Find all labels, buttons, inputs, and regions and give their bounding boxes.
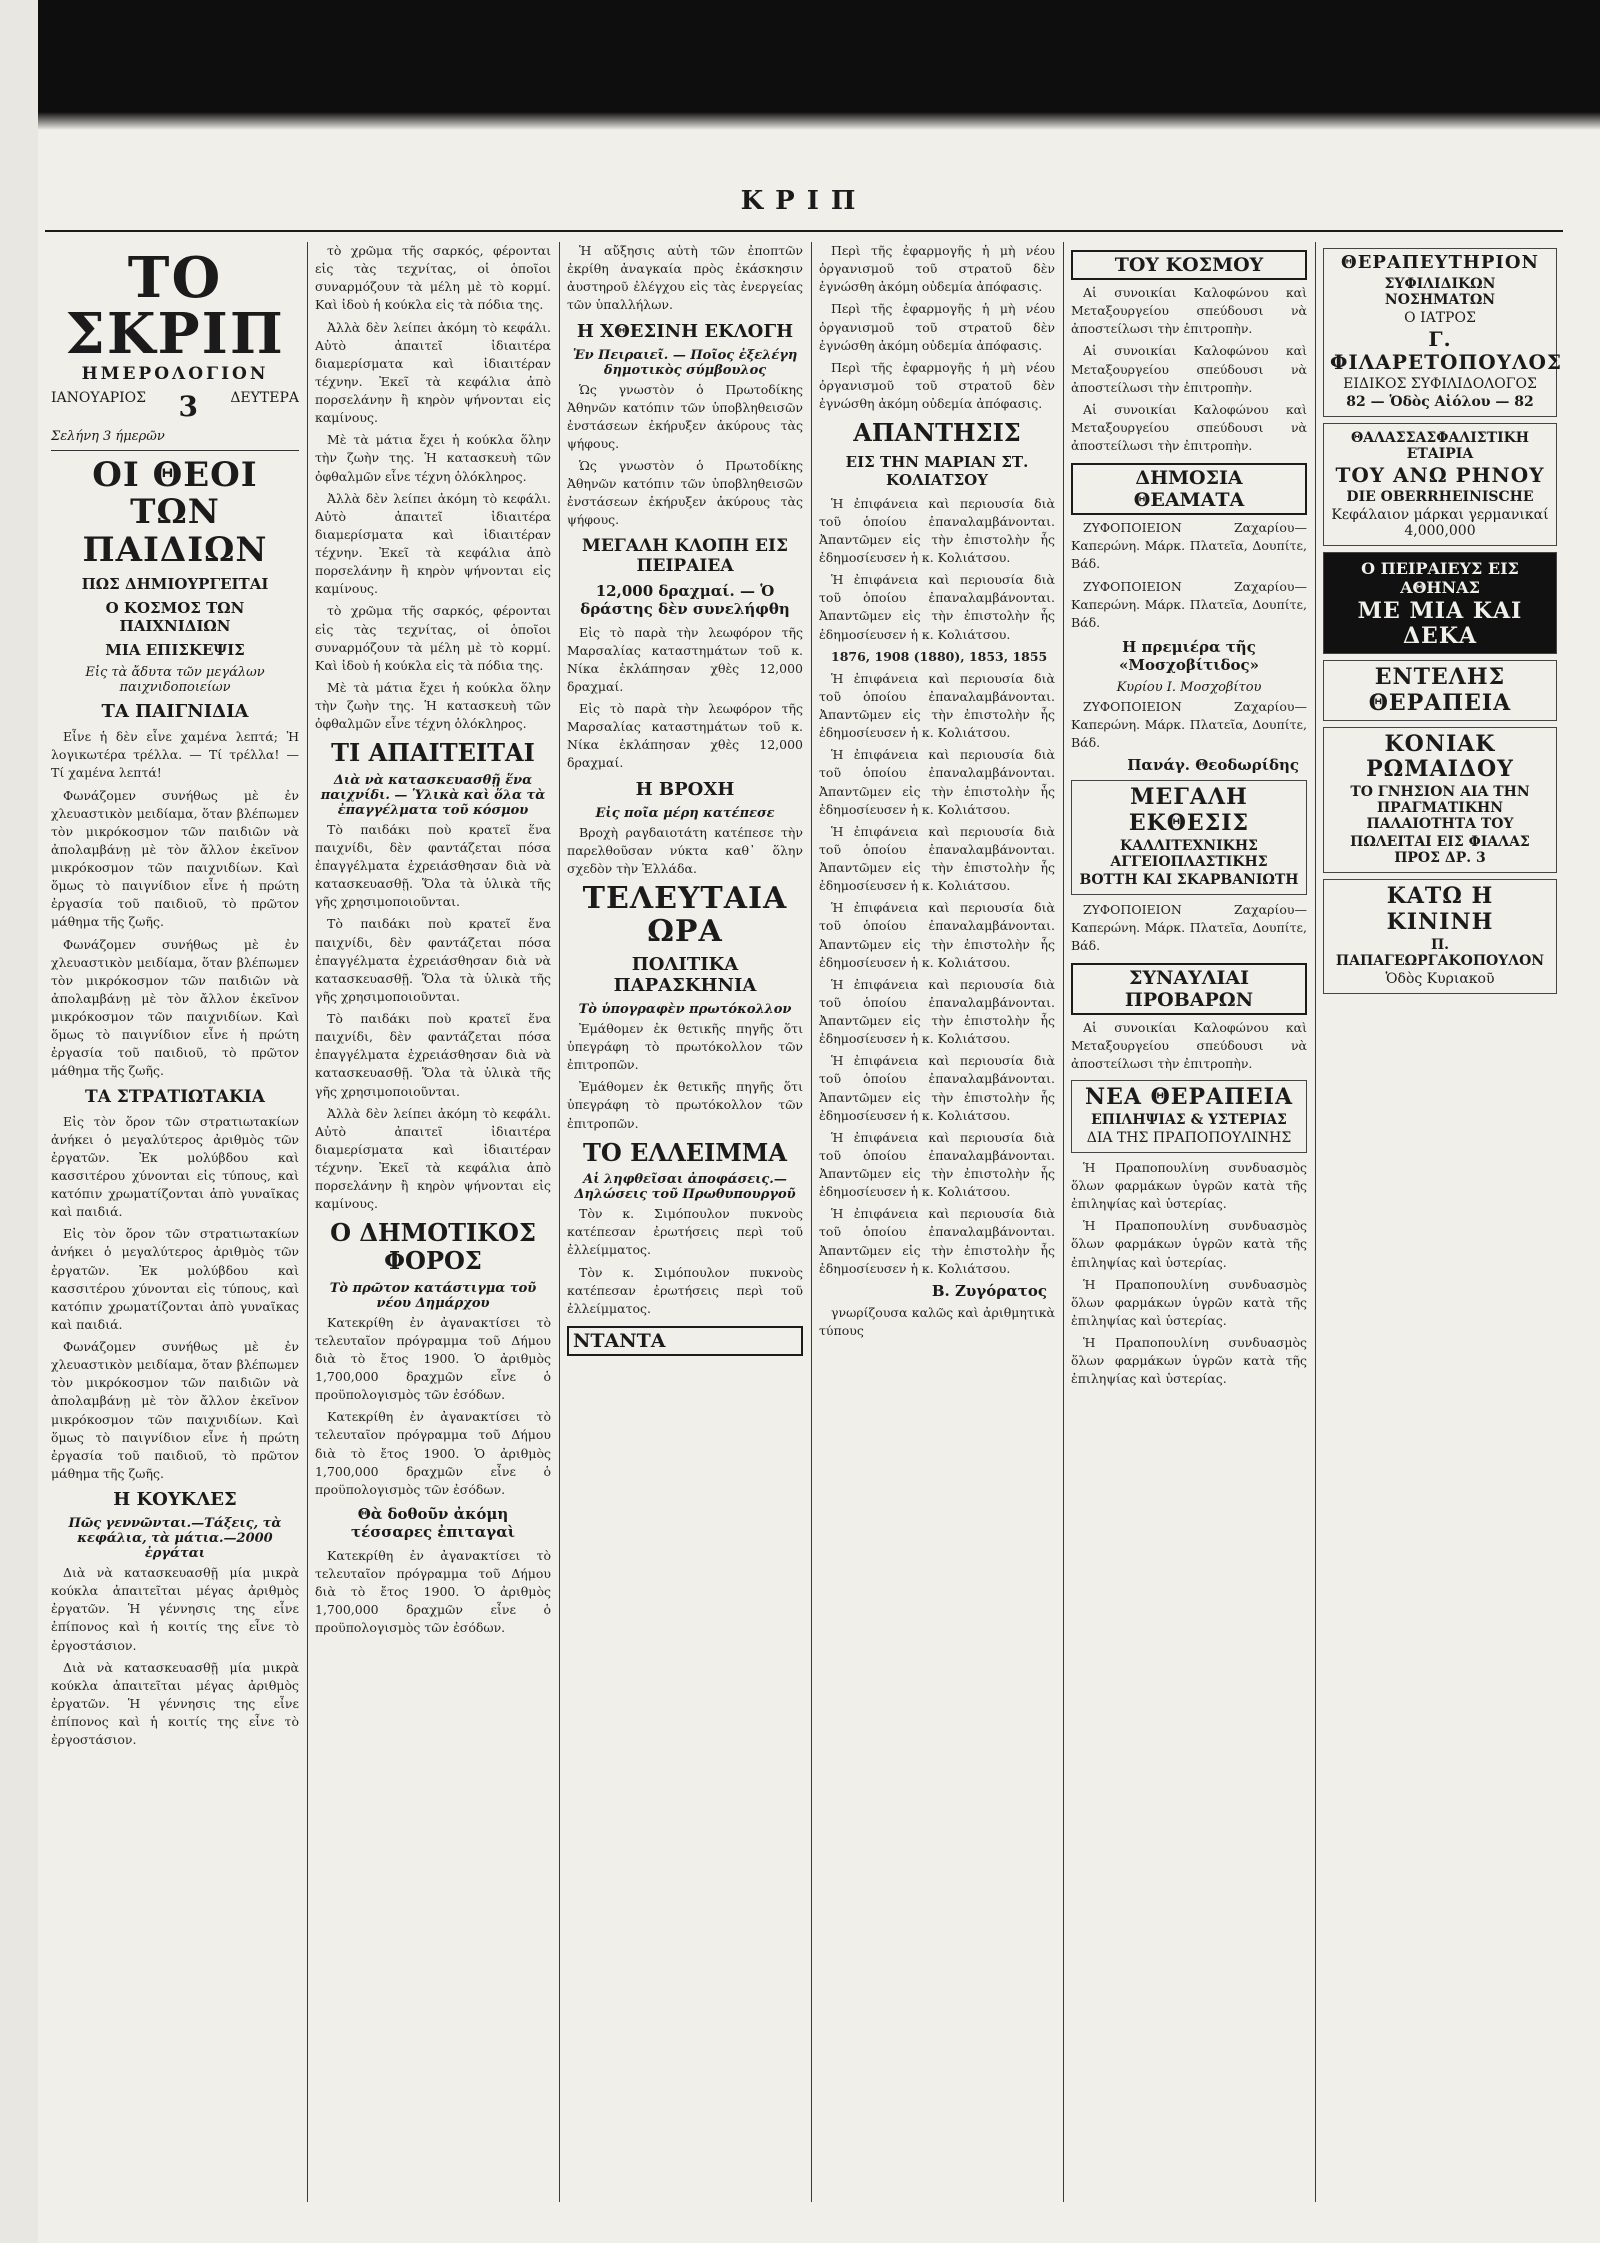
section-deficit: ΤΟ ΕΛΛΕΙΜΜΑ [583,1137,787,1167]
article-paragraph: Φωνάζομεν συνήθως μὲ ἐν χλευαστικὸν μειδίαμα, ὅταν βλέπωμεν τὸν μικρόκοσμον τῶν παιδιῶν νὰ ἀπολαμβάνῃ μὲ τὸν ἄλλον ἐκεῖνον μικρόκοσμον τῶν παιχνιδίων. Καὶ ὅμως τὸ παιγνίδιον εἶνε ἡ πρώτη ἐργασία τοῦ παιδιοῦ, τὸ πρῶτον μάθημα τῆς ζωῆς. [51,787,299,930]
article-paragraph: ΖΥΦΟΠΟΙΕΙΟΝ Ζαχαρίου—Καπερώνη. Μάρκ. Πλατεῖα, Δουπίτε, Βάδ. [1071,698,1307,751]
premiere-title: Η πρεμιέρα τῆς «Μοσχοβίτιδος» [1118,637,1259,674]
ad-insurance [1323,423,1557,546]
subhead-visit: ΜΙΑ ΕΠΙΣΚΕΨΙΣ [105,641,245,660]
article-paragraph: ΖΥΦΟΠΟΙΕΙΟΝ Ζαχαρίου—Καπερώνη. Μάρκ. Πλατεῖα, Δουπίτε, Βάδ. [1071,901,1307,954]
article-paragraph: ΖΥΦΟΠΟΙΕΙΟΝ Ζαχαρίου—Καπερώνη. Μάρκ. Πλατεῖα, Δουπίτε, Βάδ. [1071,520,1307,572]
ad-clinic-doctor-label: Ο ΙΑΤΡΟΣ [1404,309,1476,326]
article-paragraph: Ἡ ἐπιφάνεια καὶ περιουσία διὰ τοῦ ὁποίου ἐπαναλαμβάνονται. Ἀπαντῶμεν εἰς τὴν ἐπιστολὴν ἧς ἐδημοσίευσεν ἡ κ. Κολιάτσου. [819,1129,1055,1200]
article-paragraph: Ἡ Πραποπουλίνη συνδυασμὸς ὅλων φαρμάκων ὑγρῶν κατὰ τῆς ἐπιληψίας καὶ ὑστερίας. [1071,1218,1307,1270]
column-2 [309,242,557,2217]
article-paragraph: Εἰς τὸν ὅρον τῶν στρατιωτακίων ἀνήκει ὁ μεγαλύτερος ἀριθμὸς τῶν ἐργατῶν. Ἐκ μολύβδου καὶ κασσιτέρου χύνονται εἰς τύπους, καὶ κατόπιν χρωματίζονται ἀπὸ γυναῖκας καὶ παιδιά. [51,1113,299,1220]
article-paragraph: Τὸ παιδάκι ποὺ κρατεῖ ἕνα παιχνίδι, δὲν φαντάζεται πόσα ἐπαγγέλματα ἐχρειάσθησαν διὰ νὰ κατασκευασθῇ. Ὅλα τὰ ὑλικὰ τῆς γῆς χρησιμοποιοῦνται. [315,821,551,910]
ad-insurance-capital: Κεφάλαιον μάρκαι γερμανικαί 4,000,000 [1331,506,1549,539]
section-dolls: Η ΚΟΥΚΛΕΣ [113,1489,237,1511]
masthead: ΤΟ ΣΚΡΙΠ [65,245,285,367]
article-paragraph: Αἱ συνοικίαι Καλοφώνου καὶ Μεταξουργείου σπεύδουσι νὰ ἀποστείλωσι τὴν ἐπιτροπὴν. [1071,285,1307,337]
article-paragraph: Διὰ νὰ κατασκευασθῇ μία μικρὰ κούκλα ἀπαιτεῖται μέγας ἀριθμὸς ἐργατῶν. Ἡ γέννησις της εἶνε ἐπίπονος καὶ ἡ κοιτίς της εἶνε τὸ ἐργοστάσιον. [51,1565,299,1653]
article-paragraph: Ἡ ἐπιφάνεια καὶ περιουσία διὰ τοῦ ὁποίου ἐπαναλαμβάνονται. Ἀπαντῶμεν εἰς τὴν ἐπιστολὴν ἧς ἐδημοσίευσεν ἡ κ. Κολιάτσου. [819,495,1055,566]
ad-exhibition-names: ΒΟΤΤΗ ΚΑΙ ΣΚΑΡΒΑΝΙΩΤΗ [1079,871,1299,888]
article-paragraph: Ἡ ἐπιφάνεια καὶ περιουσία διὰ τοῦ ὁποίου ἐπαναλαμβάνονται. Ἀπαντῶμεν εἰς τὴν ἐπιστολὴν ἧς ἐδημοσίευσεν ἡ κ. Κολιάτσου. [819,747,1055,817]
ad-cognac [1323,727,1557,874]
date-month: ΙΑΝΟΥΑΡΙΟΣ [51,390,147,406]
ad-world-title: ΤΟΥ ΚΟΣΜΟΥ [1071,250,1307,280]
ad-new-therapy-title: ΝΕΑ ΘΕΡΑΠΕΙΑ [1084,1083,1294,1110]
section-rain-sub: Εἰς ποῖα μέρη κατέπεσε [595,805,775,821]
section-theft-sub: 12,000 δραχμαί. — Ὁ δράστης δὲν συνελήφθη [580,581,790,618]
ad-quinine-name: Π. ΠΑΠΑΓΕΩΡΓΑΚΟΠΟΥΛΟΝ [1335,937,1545,970]
ad-insurance-title: ΘΑΛΑΣΣΑΣΦΑΛΙΣΤΙΚΗ ΕΤΑΙΡΙΑ [1350,429,1530,462]
column-5 [1065,242,1313,2217]
ad-exhibition-title: ΜΕΓΑΛΗ ΕΚΘΕΣΙΣ [1128,784,1250,836]
article-paragraph: Ἡ αὔξησις αὐτὴ τῶν ἐποπτῶν ἐκρίθη ἀναγκαία πρὸς ἐκάσκησιν ἀυστηροῦ ἐλέγχου εἰς τὰς ἐνεργείας τῶν ὑπαλλήλων. [567,243,803,313]
scan-dark-edge [38,0,1600,130]
article-paragraph: Ἡ ἐπιφάνεια καὶ περιουσία διὰ τοῦ ὁποίου ἐπαναλαμβάνονται. Ἀπαντῶμεν εἰς τὴν ἐπιστολὴν ἧς ἐδημοσίευσεν ἡ κ. Κολιάτσου. [819,823,1055,894]
article-paragraph: Ἡ Πραποπουλίνη συνδυασμὸς ὅλων φαρμάκων ὑγρῶν κατὰ τῆς ἐπιληψίας καὶ ὑστερίας. [1071,1276,1307,1328]
section-what-needed-sub: Διὰ νὰ κατασκευασθῇ ἕνα παιχνίδι. — Ὑλικὰ καὶ ὅλα τὰ ἐπαγγέλματα τοῦ κόσμου [320,772,546,818]
article-paragraph: Ἡ Πραποπουλίνη συνδυασμὸς ὅλων φαρμάκων ὑγρῶν κατὰ τῆς ἐπιληψίας καὶ ὑστερίας. [1071,1159,1307,1212]
ad-clinic-address: 82 — Ὁδὸς Αἰόλου — 82 [1346,393,1534,410]
ad-cognac-title: ΚΟΝΙΑΚ ΡΩΜΑΙΔΟΥ [1366,730,1514,783]
ad-new-therapy-sub: ΕΠΙΛΗΨΙΑΣ & ΥΣΤΕΡΙΑΣ [1091,1111,1287,1128]
article-paragraph: Περὶ τῆς ἐφαρμογῆς ἡ μὴ νέου ὀργανισμοῦ τοῦ στρατοῦ δὲν ἐγνώσθη ἀκόμη οὐδεμία ἀπόφασις. [819,301,1055,353]
newspaper-page [45,150,1563,2220]
ad-spectacles-title: ΔΗΜΟΣΙΑ ΘΕΑΜΑΤΑ [1071,463,1307,515]
section-reply-sub: ΕΙΣ ΤΗΝ ΜΑΡΙΑΝ ΣΤ. ΚΟΛΙΑΤΣΟΥ [845,452,1029,489]
ad-clinic-specialty: ΕΙΔΙΚΟΣ ΣΥΦΙΛΙΔΟΛΟΓΟΣ [1343,375,1537,392]
article-paragraph: Κατεκρίθη ἐν ἀγανακτίσει τὸ τελευταῖον πρόγραμμα τοῦ Δήμου διὰ τὸ ἔτος 1900. Ὁ ἀριθμὸς 1,700,000 δραχμῶν εἶνε ὁ προϋπολογισμὸς τῶν ἐσόδων. [315,1409,551,1497]
article-paragraph: Περὶ τῆς ἐφαρμογῆς ἡ μὴ νέου ὀργανισμοῦ τοῦ στρατοῦ δὲν ἐγνώσθη ἀκόμη οὐδεμία ἀπόφασις. [819,359,1055,411]
article-paragraph: Ἀλλὰ δὲν λείπει ἀκόμη τὸ κεφάλι. Αὐτὸ ἀπαιτεῖ ἰδιαιτέρα διαμερίσματα καὶ ἰδιαιτέραν τέχνην. Ἐκεῖ τὰ κεφάλια ἀπὸ πορσελάνην ἢ κηρὸν ψήνονται εἰς καμίνους. [315,490,551,597]
column-6 [1317,242,1563,2217]
years-list: 1876, 1908 (1880), 1853, 1855 [831,648,1048,664]
article-paragraph: Κατεκρίθη ἐν ἀγανακτίσει τὸ τελευταῖον πρόγραμμα τοῦ Δήμου διὰ τὸ ἔτος 1900. Ὁ ἀριθμὸς 1,700,000 δραχμῶν εἶνε ὁ προϋπολογισμὸς τῶν ἐσόδων. [315,1314,551,1403]
section-municipal-tax: Ο ΔΗΜΟΤΙΚΟΣ ΦΟΡΟΣ [330,1218,536,1276]
article-paragraph: Τὸ παιδάκι ποὺ κρατεῖ ἕνα παιχνίδι, δὲν φαντάζεται πόσα ἐπαγγέλματα ἐχρειάσθησαν διὰ νὰ κατασκευασθῇ. Ὅλα τὰ ὑλικὰ τῆς γῆς χρησιμοποιοῦνται. [315,916,551,1004]
column-rule [811,242,812,2202]
section-deficit-sub: Αἱ ληφθεῖσαι ἀποφάσεις.— Δηλώσεις τοῦ Πρωθυπουργοῦ [574,1172,796,1203]
article-paragraph: Αἱ συνοικίαι Καλοφώνου καὶ Μεταξουργείου σπεύδουσι νὰ ἀποστείλωσι τὴν ἐπιτροπὴν. [1071,343,1307,395]
date-weekday: ΔΕΥΤΕΡΑ [230,390,299,406]
ad-new-therapy [1071,1080,1307,1153]
article-paragraph: Ἡ ἐπιφάνεια καὶ περιουσία διὰ τοῦ ὁποίου ἐπαναλαμβάνονται. Ἀπαντῶμεν εἰς τὴν ἐπιστολὴν ἧς ἐδημοσίευσεν ἡ κ. Κολιάτσου. [819,976,1055,1047]
running-head: ΚΡΙΠ [740,186,868,216]
ad-clinic-doctor: Γ. ΦΙΛΑΡΕΤΟΠΟΥΛΟΣ [1330,326,1563,374]
ad-clinic-title: ΘΕΡΑΠΕΥΤΗΡΙΟΝ [1341,252,1539,273]
column-rule [559,242,560,2202]
article-paragraph: Φωνάζομεν συνήθως μὲ ἐν χλευαστικὸν μειδίαμα, ὅταν βλέπωμεν τὸν μικρόκοσμον τῶν παιδιῶν νὰ ἀπολαμβάνῃ μὲ τὸν ἄλλον ἐκεῖνον μικρόκοσμον τῶν παιχνιδίων. Καὶ ὅμως τὸ παιγνίδιον εἶνε ἡ πρώτη ἐργασία τοῦ παιδιοῦ, τὸ πρῶτον μάθημα τῆς ζωῆς. [51,936,299,1079]
footnote-heading: Θὰ δοθοῦν ἀκόμη τέσσαρες ἐπιταγαὶ [350,1504,516,1541]
subhead-factories: Εἰς τὰ ἄδυτα τῶν μεγάλων παιχνιδοποιείων [85,665,265,696]
article-paragraph: Εἰς τὸν ὅρον τῶν στρατιωτακίων ἀνήκει ὁ μεγαλύτερος ἀριθμὸς τῶν ἐργατῶν. Ἐκ μολύβδου καὶ κασσιτέρου χύνονται εἰς τύπους, καὶ κατόπιν χρωματίζονται ἀπὸ γυναῖκας καὶ παιδιά. [51,1226,299,1332]
section-rain: Η ΒΡΟΧΗ [635,778,735,800]
ad-piraeus [1323,552,1557,655]
article-paragraph: Ἡ ἐπιφάνεια καὶ περιουσία διὰ τοῦ ὁποίου ἐπαναλαμβάνονται. Ἀπαντῶμεν εἰς τὴν ἐπιστολὴν ἧς ἐδημοσίευσεν ἡ κ. Κολιάτσου. [819,1053,1055,1123]
ad-insurance-german: DIE OBERRHEINISCHE [1346,488,1534,505]
article-paragraph: Κατεκρίθη ἐν ἀγανακτίσει τὸ τελευταῖον πρόγραμμα τοῦ Δήμου διὰ τὸ ἔτος 1900. Ὁ ἀριθμὸς 1,700,000 δραχμῶν εἶνε ὁ προϋπολογισμὸς τῶν ἐσόδων. [315,1547,551,1636]
ad-exhibition [1071,780,1307,895]
article-paragraph: Ἡ ἐπιφάνεια καὶ περιουσία διὰ τοῦ ὁποίου ἐπαναλαμβάνονται. Ἀπαντῶμεν εἰς τὴν ἐπιστολὴν ἧς ἐδημοσίευσεν ἡ κ. Κολιάτσου. [819,1206,1055,1276]
section-last-hour: ΤΕΛΕΥΤΑΙΑ ΩΡΑ [582,880,788,949]
section-what-needed: ΤΙ ΑΠΑΙΤΕΙΤΑΙ [331,738,535,768]
article-paragraph: Ἡ ἐπιφάνεια καὶ περιουσία διὰ τοῦ ὁποίου ἐπαναλαμβάνονται. Ἀπαντῶμεν εἰς τὴν ἐπιστολὴν ἧς ἐδημοσίευσεν ἡ κ. Κολιάτσου. [819,572,1055,642]
top-rule [45,230,1563,232]
article-paragraph: Μὲ τὰ μάτια ἔχει ἡ κούκλα ὅλην τὴν ζωὴν της. Ἡ κατασκευὴ τῶν ὀφθαλμῶν εἶνε τέχνη ὁλόκληρος. [315,432,551,484]
article-paragraph: Αἱ συνοικίαι Καλοφώνου καὶ Μεταξουργείου σπεύδουσι νὰ ἀποστείλωσι τὴν ἐπιτροπὴν. [1071,1020,1307,1072]
article-paragraph: Αἱ συνοικίαι Καλοφώνου καὶ Μεταξουργείου σπεύδουσι νὰ ἀποστείλωσι τὴν ἐπιτροπὴν. [1071,401,1307,453]
article-paragraph: γνωρίζουσα καλῶς καὶ ἀριθμητικὰ τύπους [819,1304,1055,1338]
section-dolls-sub: Πῶς γεννῶνται.—Τάξεις, τὰ κεφάλια, τὰ μάτια.—2000 ἐργάται [68,1516,282,1562]
ad-piraeus-sub: ΜΕ ΜΙΑ ΚΑΙ ΔΕΚΑ [1357,597,1523,649]
section-soldiers: ΤΑ ΣΤΡΑΤΙΩΤΑΚΙΑ [85,1086,265,1107]
article-paragraph: τὸ χρῶμα τῆς σαρκός, φέρονται εἰς τὰς τεχνίτας, οἱ ὁποῖοι συναρμόζουν τὰ μέλη μὲ τὸ κορμί. Καὶ ἰδοὺ ἡ κούκλα εἰς τὰ πόδια της. [315,243,551,313]
article-paragraph: τὸ χρῶμα τῆς σαρκός, φέρονται εἰς τὰς τεχνίτας, οἱ ὁποῖοι συναρμόζουν τὰ μέλη μὲ τὸ κορμί. Καὶ ἰδοὺ ἡ κούκλα εἰς τὰ πόδια της. [315,603,551,673]
section-election: Η ΧΘΕΣΙΝΗ ΕΚΛΟΓΗ [576,320,794,342]
date-day: 3 [178,390,198,423]
article-paragraph: Εἶνε ἡ δὲν εἶνε χαμένα λεπτά; Ἡ λογικωτέρα τρέλλα. — Τί τρέλλα! — Τί χαμένα λεπτά! [51,729,299,781]
article-paragraph: Βροχὴ ραγδαιοτάτη κατέπεσε τὴν παρελθοῦσαν νύκτα καθ᾽ ὅλην σχεδὸν τὴν Ἑλλάδα. [567,824,803,876]
scan-margin [0,0,38,2243]
article-paragraph: Τὸν κ. Σιμόπουλον πυκνοὺς κατέπεσαν ἐρωτήσεις περὶ τοῦ ἐλλείμματος. [567,1206,803,1258]
notice-ntanta: ΝΤΑΝΤΑ [567,1326,803,1356]
article-paragraph: Ἡ ἐπιφάνεια καὶ περιουσία διὰ τοῦ ὁποίου ἐπαναλαμβάνονται. Ἀπαντῶμεν εἰς τὴν ἐπιστολὴν ἧς ἐδημοσίευσεν ἡ κ. Κολιάτσου. [819,900,1055,970]
article-paragraph: Περὶ τῆς ἐφαρμογῆς ἡ μὴ νέου ὀργανισμοῦ τοῦ στρατοῦ δὲν ἐγνώσθη ἀκόμη οὐδεμία ἀπόφασις. [819,243,1055,295]
column-rule [1063,242,1064,2202]
moon-phase: Σελήνη 3 ήμερῶν [51,429,165,444]
ad-full-therapy [1323,660,1557,721]
ad-full-therapy-title: ΕΝΤΕΛΗΣ ΘΕΡΑΠΕΙΑ [1368,664,1512,716]
article-paragraph: Ὡς γνωστὸν ὁ Πρωτοδίκης Ἀθηνῶν κατόπιν τῶν ὑποβληθεισῶν ἐνστάσεων ἐκήρυξεν ἀκύρους τὰς ψήφους. [567,381,803,451]
article-paragraph: Ὡς γνωστὸν ὁ Πρωτοδίκης Ἀθηνῶν κατόπιν τῶν ὑποβληθεισῶν ἐνστάσεων ἐκήρυξεν ἀκύρους τὰς ψήφους. [567,458,803,528]
ad-cognac-price: ΠΩΛΕΙΤΑΙ ΕΙΣ ΦΙΑΛΑΣ ΠΡΟΣ ΔΡ. 3 [1350,834,1530,867]
ad-cognac-sub: ΤΟ ΓΝΗΣΙΟΝ ΑΙΑ ΤΗΝ ΠΡΑΓΜΑΤΙΚΗΝ ΠΑΛΑΙΟΤΗΤΑ ΤΟΥ [1350,784,1530,833]
ad-clinic [1323,248,1563,417]
section-theft: ΜΕΓΑΛΗ ΚΛΟΠΗ ΕΙΣ ΠΕΙΡΑΙΕΑ [582,535,788,576]
ad-new-therapy-sub2: ΔΙΑ ΤΗΣ ΠΡΑΠΟΠΟΥΛΙΝΗΣ [1086,1129,1292,1146]
article-paragraph: Φωνάζομεν συνήθως μὲ ἐν χλευαστικὸν μειδίαμα, ὅταν βλέπωμεν τὸν μικρόκοσμον τῶν παιδιῶν νὰ ἀπολαμβάνῃ μὲ τὸν ἄλλον ἐκεῖνον μικρόκοσμον τῶν παιχνιδίων. Καὶ ὅμως τὸ παιγνίδιον εἶνε ἡ πρώτη ἐργασία τοῦ παιδιοῦ, τὸ πρῶτον μάθημα τῆς ζωῆς. [51,1339,299,1481]
article-paragraph: Εἰς τὸ παρὰ τὴν λεωφόρον τῆς Μαρσαλίας καταστημάτων τοῦ κ. Νίκα ἐκλάπησαν χθὲς 12,000 δραχμαί. [567,701,803,771]
divider [51,450,299,451]
article-paragraph: ΖΥΦΟΠΟΙΕΙΟΝ Ζαχαρίου—Καπερώνη. Μάρκ. Πλατεῖα, Δουπίτε, Βάδ. [1071,578,1307,630]
masthead-subtitle: ΗΜΕΡΟΛΟΓΙΟΝ [81,364,269,384]
headline-children: ΤΩΝ ΠΑΙΔΙΩΝ [82,492,268,570]
article-paragraph: Τὸ παιδάκι ποὺ κρατεῖ ἕνα παιχνίδι, δὲν φαντάζεται πόσα ἐπαγγέλματα ἐχρειάσθησαν διὰ νὰ κατασκευασθῇ. Ὅλα τὰ ὑλικὰ τῆς γῆς χρησιμοποιοῦνται. [315,1011,551,1099]
column-rule [1315,242,1316,2202]
article-paragraph: Τὸν κ. Σιμόπουλον πυκνοὺς κατέπεσαν ἐρωτήσεις περὶ τοῦ ἐλλείμματος. [567,1264,803,1316]
section-reply: ΑΠΑΝΤΗΣΙΣ [853,418,1021,448]
ad-quinine-address: Ὁδὸς Κυριακοῦ [1385,971,1495,988]
section-municipal-tax-sub: Τὸ πρῶτον κατάστιγμα τοῦ νέου Δημάρχου [329,1280,537,1311]
ad-piraeus-title: Ο ΠΕΙΡΑΙΕΥΣ ΕΙΣ ΑΘΗΝΑΣ [1361,558,1519,597]
article-paragraph: Ἡ ἐπιφάνεια καὶ περιουσία διὰ τοῦ ὁποίου ἐπαναλαμβάνονται. Ἀπαντῶμεν εἰς τὴν ἐπιστολὴν ἧς ἐδημοσίευσεν ἡ κ. Κολιάτσου. [819,670,1055,741]
dateline [51,390,299,423]
column-3 [561,242,809,2217]
column-rule [307,242,308,2202]
subhead-creation: ΠΩΣ ΔΗΜΙΟΥΡΓΕΙΤΑΙ [81,575,269,594]
signature: Β. Ζυγόρατος [931,1281,1047,1300]
section-toys: ΤΑ ΠΑΙΓΝΙΔΙΑ [101,701,249,723]
article-paragraph: Ἐμάθομεν ἐκ θετικῆς πηγῆς ὅτι ὑπεγράφη τὸ πρωτόκολλον τῶν ἐπιτροπῶν. [567,1079,803,1131]
article-paragraph: Ἀλλὰ δὲν λείπει ἀκόμη τὸ κεφάλι. Αὐτὸ ἀπαιτεῖ ἰδιαιτέρα διαμερίσματα καὶ ἰδιαιτέραν τέχνην. Ἐκεῖ τὰ κεφάλια ἀπὸ πορσελάνην ἢ κηρὸν ψήνονται εἰς καμίνους. [315,1105,551,1212]
column-1 [45,242,305,2217]
article-paragraph: Εἰς τὸ παρὰ τὴν λεωφόρον τῆς Μαρσαλίας καταστημάτων τοῦ κ. Νίκα ἐκλάπησαν χθὲς 12,000 δραχμαί. [567,624,803,694]
ad-quinine [1323,879,1557,994]
ad-quinine-title: ΚΑΤΩ Η ΚΙΝΙΝΗ [1386,883,1494,935]
headline-gods: ΟΙ ΘΕΟΙ [92,455,258,495]
ad-clinic-sub: ΣΥΦΙΛΙΔΙΚΩΝ ΝΟΣΗΜΑΤΩΝ [1384,275,1496,308]
ad-insurance-sub: ΤΟΥ ΑΝΩ ΡΗΝΟΥ [1335,462,1545,487]
section-election-sub: Ἐν Πειραιεῖ. — Ποῖος ἐξελέγη δημοτικὸς σύμβουλος [572,347,798,378]
ad-concerts-title: ΣΥΝΑΥΛΙΑΙ ΠΡΟΒΑΡΩΝ [1071,963,1307,1015]
article-paragraph: Ἐμάθομεν ἐκ θετικῆς πηγῆς ὅτι ὑπεγράφη τὸ πρωτόκολλον τῶν ἐπιτροπῶν. [567,1020,803,1073]
subhead-toy-world: Ο ΚΟΣΜΟΣ ΤΩΝ ΠΑΙΧΝΙΔΙΩΝ [105,599,245,636]
premiere-author: Κυρίου Ι. Μοσχοβίτου [1116,679,1262,695]
section-protocol: Τὸ ὑπογραφὲν πρωτόκολλον [578,1001,792,1017]
signature: Πανάγ. Θεοδωρίδης [1127,756,1299,775]
article-paragraph: Ἡ Πραποπουλίνη συνδυασμὸς ὅλων φαρμάκων ὑγρῶν κατὰ τῆς ἐπιληψίας καὶ ὑστερίας. [1071,1335,1307,1387]
column-4 [813,242,1061,2217]
section-political: ΠΟΛΙΤΙΚΑ ΠΑΡΑΣΚΗΝΙΑ [613,953,757,996]
article-paragraph: Μὲ τὰ μάτια ἔχει ἡ κούκλα ὅλην τὴν ζωὴν της. Ἡ κατασκευὴ τῶν ὀφθαλμῶν εἶνε τέχνη ὁλόκληρος. [315,679,551,732]
ad-exhibition-sub: ΚΑΛΛΙΤΕΧΝΙΚΗΣ ΑΓΓΕΙΟΠΛΑΣΤΙΚΗΣ [1110,837,1268,870]
article-paragraph: Διὰ νὰ κατασκευασθῇ μία μικρὰ κούκλα ἀπαιτεῖται μέγας ἀριθμὸς ἐργατῶν. Ἡ γέννησις της εἶνε ἐπίπονος καὶ ἡ κοιτίς της εἶνε τὸ ἐργοστάσιον. [51,1659,299,1748]
article-paragraph: Ἀλλὰ δὲν λείπει ἀκόμη τὸ κεφάλι. Αὐτὸ ἀπαιτεῖ ἰδιαιτέρα διαμερίσματα καὶ ἰδιαιτέραν τέχνην. Ἐκεῖ τὰ κεφάλια ἀπὸ πορσελάνην ἢ κηρὸν ψήνονται εἰς καμίνους. [315,319,551,426]
